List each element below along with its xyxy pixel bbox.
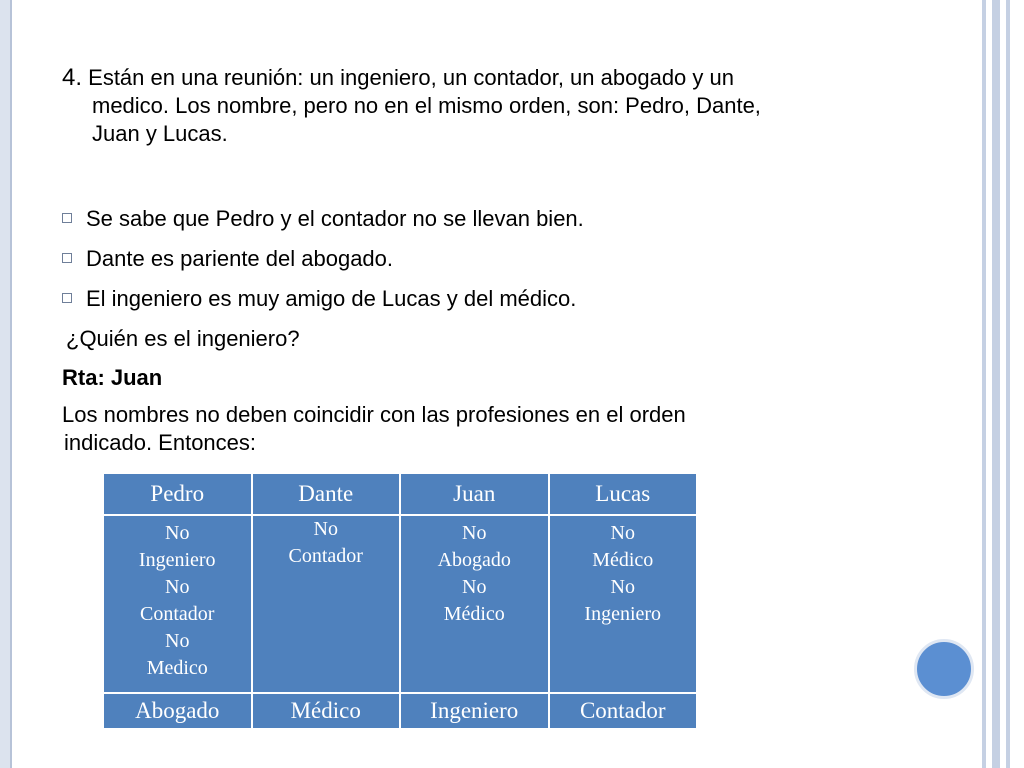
border-stripe [992, 0, 1000, 768]
constraint-line: No [610, 522, 635, 544]
answers-row [103, 693, 697, 729]
header-cell: Juan [400, 473, 549, 515]
question: ¿Quién es el ingeniero? [66, 326, 300, 351]
constraint-line: No [313, 518, 338, 540]
explanation [62, 401, 892, 457]
constraint-line: Médico [592, 549, 654, 571]
statement-line: medico. Los nombre, pero no en el mismo orden, son: Pedro, Dante, [92, 93, 761, 118]
constraint-line: Abogado [437, 549, 511, 571]
constraint-cell [549, 515, 698, 693]
statement-line: Están en una reunión: un ingeniero, un contador, un abogado y un [88, 65, 734, 90]
problem-number: 4. [62, 64, 83, 91]
constraint-line: No [165, 576, 190, 598]
explanation-line: indicado. Entonces: [64, 430, 257, 455]
answer-cell: Abogado [103, 693, 252, 729]
bullet-square-icon [62, 293, 72, 303]
constraints-row [103, 515, 697, 693]
constraint-cell [103, 515, 252, 693]
bullet-square-icon [62, 213, 72, 223]
constraint-line: Médico [443, 603, 505, 625]
constraint-line: No [610, 576, 635, 598]
clue-text: Se sabe que Pedro y el contador no se llevan bien. [86, 206, 584, 231]
clue-text: Dante es pariente del abogado. [86, 246, 394, 271]
constraint-line: No [462, 576, 487, 598]
clue-text: El ingeniero es muy amigo de Lucas y del médico. [86, 286, 577, 311]
bullet-square-icon [62, 253, 72, 263]
clue-item [62, 285, 576, 313]
clue-item [62, 205, 584, 233]
constraint-line: No [462, 522, 487, 544]
header-cell: Lucas [549, 473, 698, 515]
answer-cell: Médico [252, 693, 401, 729]
constraint-line: No [165, 630, 190, 652]
constraint-line: Contador [140, 603, 215, 625]
constraint-line: Ingeniero [584, 603, 662, 625]
right-border [976, 0, 1024, 768]
logic-table [102, 472, 698, 730]
constraint-line: Contador [288, 545, 363, 567]
answer-cell: Ingeniero [400, 693, 549, 729]
answer-cell: Contador [549, 693, 698, 729]
problem-statement [62, 64, 892, 148]
left-border [0, 0, 12, 768]
border-stripe [1006, 0, 1010, 768]
constraint-line: No [165, 522, 190, 544]
constraint-line: Ingeniero [138, 549, 216, 571]
table-header-row [103, 473, 697, 515]
border-stripe [982, 0, 986, 768]
explanation-line: Los nombres no deben coincidir con las profesiones en el orden [62, 402, 686, 427]
header-cell: Dante [252, 473, 401, 515]
constraint-line: Medico [146, 657, 208, 679]
constraint-cell [400, 515, 549, 693]
decorative-circle [914, 639, 974, 699]
header-cell: Pedro [103, 473, 252, 515]
statement-line: Juan y Lucas. [92, 121, 228, 146]
clue-item [62, 245, 393, 273]
constraint-cell [252, 515, 401, 693]
answer: Rta: Juan [62, 365, 163, 390]
